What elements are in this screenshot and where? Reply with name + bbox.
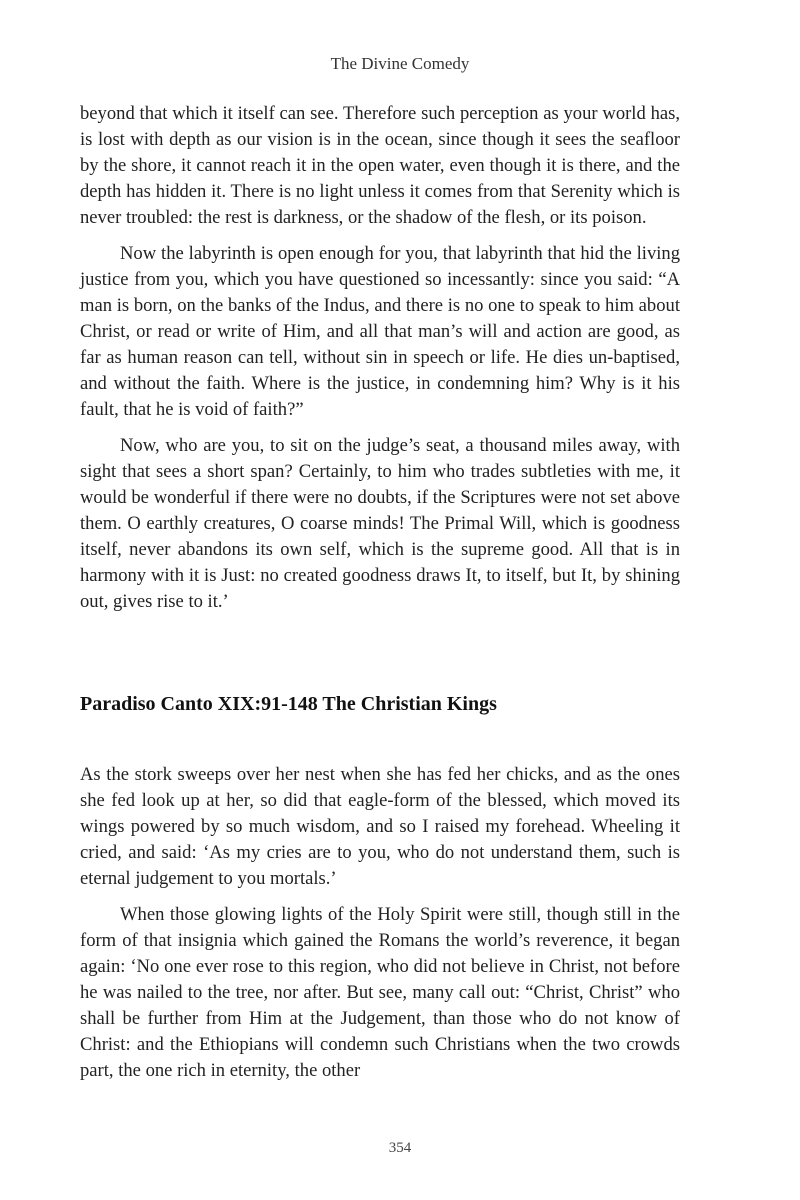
body-text-top [80, 101, 680, 625]
running-header: The Divine Comedy [330, 54, 470, 73]
body-text-bottom [80, 762, 680, 1094]
paragraph-judge-seat: Now, who are you, to sit on the judge’s seat, a thousand miles away, with sight that sees a short span? Certainly, to him who trades subtleties with me, it would be wonderful if there were no doubts, if the Scriptures were not set above them. O earthly creatures, O coarse minds! The Primal Will, which is goodness itself, never abandons its own self, which is the supreme good. All that is in harmony with it is Just: no created goodness draws It, to itself, but It, by shining out, gives rise to it.’ [80, 435, 680, 612]
paragraph-continuation: beyond that which it itself can see. Therefore such perception as your world has, is lost with depth as our vision is in the ocean, since though it sees the seafloor by the shore, it cannot reach it in the open water, even though it is there, and the depth has hidden it. There is no light unless it comes from that Serenity which is never troubled: the rest is darkness, or the shadow of the flesh, or its poison. [80, 103, 680, 228]
paragraph-stork: As the stork sweeps over her nest when she has fed her chicks, and as the ones she fed look up at her, so did that eagle-form of the blessed, which moved its wings powered by so much wisdom, and so I raised my forehead. Wheeling it cried, and said: ‘As my cries are to you, who do not understand them, such is eternal judgement to you mortals.’ [80, 764, 680, 889]
paragraph-glowing-lights: When those glowing lights of the Holy Spirit were still, though still in the form of that insignia which gained the Romans the world’s reverence, it began again: ‘No one ever rose to this region, who did not believe in Christ, not before he was nailed to the tree, nor after. But see, many call out: “Christ, Christ” who shall be further from Him at the Judgement, than those who do not know of Christ: and the Ethiopians will condemn such Christians when the two crowds part, the one rich in eternity, the other [80, 904, 680, 1081]
section-heading: Paradiso Canto XIX:91-148 The Christian Kings [80, 693, 497, 715]
paragraph-labyrinth: Now the labyrinth is open enough for you, that labyrinth that hid the living justice from you, which you have questioned so incessantly: since you said: “A man is born, on the banks of the Indus, and there is no one to speak to him about Christ, or read or write of Him, and all that man’s will and action are good, as far as human reason can tell, without sin in speech or life. He dies un-baptised, and without the faith. Where is the justice, in condemning him? Why is it his fault, that he is void of faith?” [80, 243, 680, 420]
page-number: 354 [388, 1140, 412, 1156]
